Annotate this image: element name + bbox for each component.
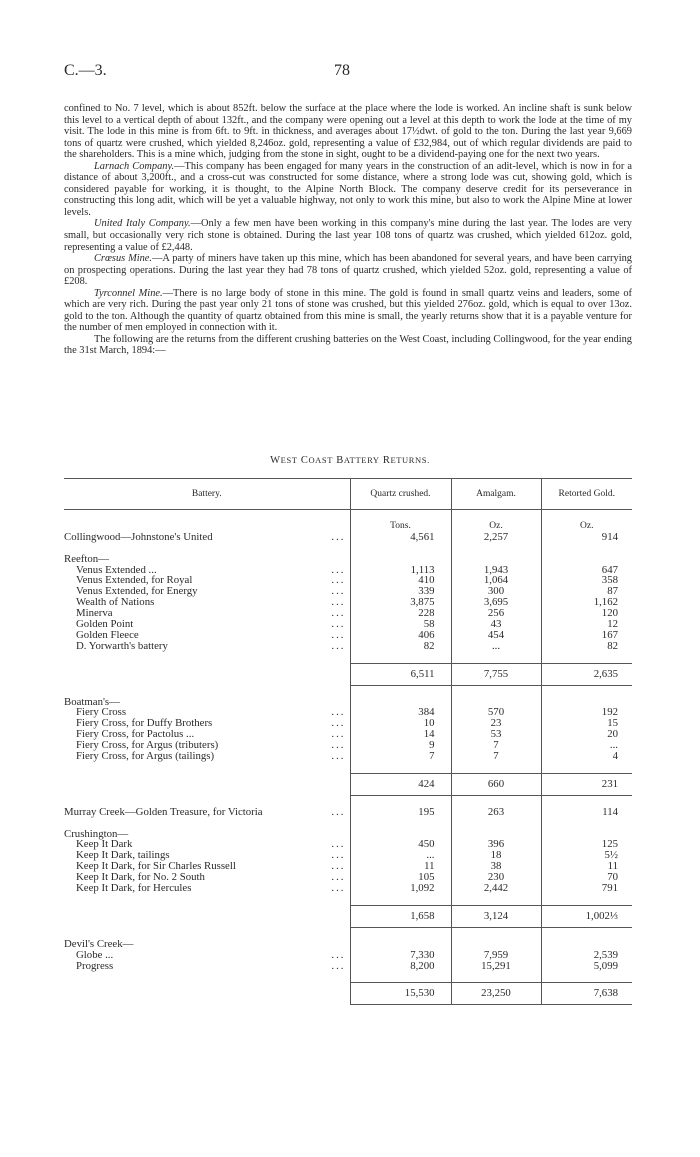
total-quartz: 1,658	[350, 905, 451, 927]
quartz-crushed-value: 450	[350, 839, 451, 850]
spacer-row	[64, 685, 632, 696]
amalgam-value: 7	[451, 740, 541, 751]
leader-dots: ...	[331, 838, 346, 851]
empty-cell	[451, 685, 541, 696]
empty-cell	[541, 543, 632, 554]
paragraph	[64, 218, 632, 253]
empty-cell	[350, 554, 451, 565]
amalgam-value: 2,442	[451, 883, 541, 894]
total-retorted: 231	[541, 773, 632, 795]
empty-cell	[350, 795, 451, 806]
title-part: B	[336, 455, 344, 466]
paragraph-heading: United Italy Company.	[94, 218, 191, 230]
amalgam-value: 263	[451, 807, 541, 818]
retorted-gold-value: 125	[541, 839, 632, 850]
quartz-crushed-value: 7,330	[350, 950, 451, 961]
battery-name-cell	[64, 961, 350, 972]
title-part: OAST	[308, 455, 334, 465]
title-part: EST	[280, 455, 298, 465]
quartz-crushed-value: 105	[350, 872, 451, 883]
empty-cell	[541, 652, 632, 663]
retorted-gold-value: 87	[541, 586, 632, 597]
total-quartz: 15,530	[350, 983, 451, 1005]
amalgam-value: 1,943	[451, 565, 541, 576]
quartz-crushed-value: 9	[350, 740, 451, 751]
battery-name: Keep It Dark	[76, 838, 133, 851]
empty-cell	[541, 894, 632, 905]
battery-name: Venus Extended, for Royal	[76, 574, 193, 587]
empty-cell	[451, 927, 541, 938]
title-part: R	[382, 455, 391, 466]
empty-cell	[451, 543, 541, 554]
amalgam-value: 3,695	[451, 597, 541, 608]
empty-cell	[64, 894, 350, 905]
battery-name: Minerva	[76, 607, 113, 620]
quartz-crushed-value: 195	[350, 807, 451, 818]
total-row	[64, 663, 632, 685]
empty-cell	[541, 971, 632, 982]
quartz-crushed-value: 8,200	[350, 961, 451, 972]
amalgam-value: 43	[451, 619, 541, 630]
retorted-gold-value: 11	[541, 861, 632, 872]
empty-cell	[350, 652, 451, 663]
spacer-row	[64, 762, 632, 773]
leader-dots: ...	[331, 959, 346, 972]
empty-cell	[541, 818, 632, 829]
empty-cell	[350, 971, 451, 982]
empty-cell	[350, 697, 451, 708]
paragraph	[64, 161, 632, 219]
amalgam-value: 7	[451, 751, 541, 762]
empty-cell	[350, 510, 451, 521]
group-heading: Devil's Creek—	[64, 937, 134, 950]
total-row	[64, 983, 632, 1005]
empty-cell	[350, 829, 451, 840]
battery-name-cell	[64, 883, 350, 894]
empty-cell	[350, 543, 451, 554]
leader-dots: ...	[331, 596, 346, 609]
retorted-gold-value: 4	[541, 751, 632, 762]
leader-dots: ...	[331, 563, 346, 576]
quartz-crushed-value: 384	[350, 707, 451, 718]
battery-name: Fiery Cross, for Argus (tailings)	[76, 750, 215, 763]
amalgam-value: 230	[451, 872, 541, 883]
title-part: C	[300, 455, 309, 466]
battery-name: Fiery Cross, for Argus (tributers)	[76, 739, 219, 752]
battery-name: Golden Fleece	[76, 628, 139, 641]
unit-label: Tons.	[350, 521, 451, 532]
amalgam-value: 454	[451, 630, 541, 641]
body-text	[64, 103, 632, 357]
battery-name: Keep It Dark, for No. 2 South	[76, 871, 205, 884]
empty-cell	[350, 894, 451, 905]
quartz-crushed-value: 10	[350, 718, 451, 729]
retorted-gold-value: 5½	[541, 850, 632, 861]
column-header-battery: Battery.	[64, 479, 350, 510]
battery-name: Wealth of Nations	[76, 596, 155, 609]
empty-cell	[451, 818, 541, 829]
table-header-row	[64, 479, 632, 510]
leader-dots: ...	[331, 860, 346, 873]
leader-dots: ...	[331, 639, 346, 652]
table-row	[64, 961, 632, 972]
paragraph	[64, 334, 632, 357]
page-number: 78	[334, 62, 350, 79]
empty-cell	[64, 818, 350, 829]
empty-cell	[451, 894, 541, 905]
quartz-crushed-value: 58	[350, 619, 451, 630]
empty-cell	[350, 818, 451, 829]
group-heading: Reefton—	[64, 552, 109, 565]
amalgam-value: 23	[451, 718, 541, 729]
group-heading-row	[64, 697, 632, 708]
table-row	[64, 807, 632, 818]
table-row	[64, 619, 632, 630]
battery-name: Venus Extended, for Energy	[76, 585, 198, 598]
retorted-gold-value: 791	[541, 883, 632, 894]
empty-cell	[64, 983, 350, 1005]
quartz-crushed-value: 82	[350, 641, 451, 652]
battery-name: Fiery Cross, for Pactolus ...	[76, 728, 195, 741]
total-amalgam: 660	[451, 773, 541, 795]
leader-dots: ...	[331, 948, 346, 961]
retorted-gold-value: 914	[541, 532, 632, 543]
empty-cell	[541, 939, 632, 950]
spacer-row	[64, 927, 632, 938]
leader-dots: ...	[331, 805, 346, 818]
table-title	[0, 455, 700, 466]
title-part: ETURNS.	[390, 455, 430, 465]
empty-cell	[350, 685, 451, 696]
table-row	[64, 751, 632, 762]
leader-dots: ...	[331, 618, 346, 631]
paragraph-text: —This company has been engaged for many years in the construction of an adit-level, which is now in for a distance of about 3,200ft., and a cross-cut was constructed for some distance, where a strong lode was cut, showing gold, which is considered payable for working, it is thought, to the Alpine North Block. The company deserve credit for its perseverance in constructing this long adit, which will be yet a valuable highway, not only to work this mine, but also to work the Alpine Mine at lower levels.	[64, 160, 632, 218]
paragraph-text: —A party of miners have taken up this mine, which has been abandoned for several years, and have been carrying on prospecting operations. During the last year they had 78 tons of quartz crushed, which yielded 52oz. gold, representing a value of £208.	[64, 253, 632, 288]
battery-name: D. Yorwarth's battery	[76, 639, 168, 652]
amalgam-value: 53	[451, 729, 541, 740]
battery-name-wrap	[64, 807, 350, 818]
battery-name: Collingwood—Johnstone's United	[64, 530, 213, 543]
table-row	[64, 641, 632, 652]
battery-name-wrap	[76, 961, 350, 972]
battery-name-wrap	[76, 597, 350, 608]
battery-name: Progress	[76, 959, 114, 972]
empty-cell	[64, 510, 350, 521]
quartz-crushed-value: 3,875	[350, 597, 451, 608]
leader-dots: ...	[331, 585, 346, 598]
paragraph-heading: Crœsus Mine.	[94, 253, 153, 265]
retorted-gold-value: 70	[541, 872, 632, 883]
retorted-gold-value: 1,162	[541, 597, 632, 608]
leader-dots: ...	[331, 628, 346, 641]
retorted-gold-value: 20	[541, 729, 632, 740]
empty-cell	[541, 795, 632, 806]
amalgam-value: 2,257	[451, 532, 541, 543]
leader-dots: ...	[331, 871, 346, 884]
retorted-gold-value: 82	[541, 641, 632, 652]
table-row	[64, 950, 632, 961]
empty-cell	[64, 543, 350, 554]
empty-cell	[451, 971, 541, 982]
paragraph-text: —Only a few men have been working in this company's mine during the last year. The lodes are very small, but occasionally very rich stone is obtained. During the last year 108 tons of quartz was crushed, which yielded 612oz. gold, representing a value of £2,448.	[64, 218, 632, 253]
amalgam-value: 1,064	[451, 575, 541, 586]
battery-name-cell	[64, 807, 350, 818]
empty-cell	[64, 905, 350, 927]
leader-dots: ...	[331, 717, 346, 730]
battery-name-cell	[64, 950, 350, 961]
quartz-crushed-value: 14	[350, 729, 451, 740]
empty-cell	[350, 927, 451, 938]
paragraph-text: confined to No. 7 level, which is about 852ft. below the surface at the place where the lode is worked. An incline shaft is sunk below this level to a vertical depth of about 132ft., and the company were opening out a level at this depth to work the lode at the time of my visit. The lode in this mine is from 6ft. to 9ft. in thickness, and averages about 17½dwt. of gold to the ton. During the last year 9,669 tons of quartz were crushed, which yielded 8,246oz. gold, representing a value of £32,984, out of which regular dividends are paid to the shareholders. This is a mine which, judging from the stone in sight, ought to be a dividend-paying one for the next two years.	[64, 103, 632, 161]
battery-name-wrap	[76, 883, 350, 894]
total-quartz: 6,511	[350, 663, 451, 685]
empty-cell	[451, 652, 541, 663]
amalgam-value: ...	[451, 641, 541, 652]
empty-cell	[451, 762, 541, 773]
group-heading-row	[64, 829, 632, 840]
battery-name-cell	[64, 751, 350, 762]
battery-name-cell	[64, 641, 350, 652]
empty-cell	[541, 829, 632, 840]
retorted-gold-value: 167	[541, 630, 632, 641]
empty-cell	[451, 554, 541, 565]
column-header-quartz: Quartz crushed.	[350, 479, 451, 510]
amalgam-value: 7,959	[451, 950, 541, 961]
report-code: C.—3.	[64, 62, 107, 79]
battery-name: Fiery Cross, for Duffy Brothers	[76, 717, 213, 730]
battery-returns-table	[64, 478, 632, 1005]
quartz-crushed-value: 11	[350, 861, 451, 872]
retorted-gold-value: 15	[541, 718, 632, 729]
quartz-crushed-value: 7	[350, 751, 451, 762]
battery-name: Keep It Dark, for Sir Charles Russell	[76, 860, 236, 873]
amalgam-value: 300	[451, 586, 541, 597]
battery-name: Fiery Cross	[76, 706, 127, 719]
leader-dots: ...	[331, 607, 346, 620]
battery-name-wrap	[64, 532, 350, 543]
leader-dots: ...	[331, 728, 346, 741]
battery-name: Keep It Dark, tailings	[76, 849, 170, 862]
quartz-crushed-value: 410	[350, 575, 451, 586]
battery-name: Murray Creek—Golden Treasure, for Victoria	[64, 805, 263, 818]
empty-cell	[64, 652, 350, 663]
battery-name: Venus Extended ...	[76, 563, 157, 576]
paragraph-heading: Tyrconnel Mine.	[94, 287, 163, 299]
total-retorted: 7,638	[541, 983, 632, 1005]
leader-dots: ...	[331, 574, 346, 587]
empty-cell	[541, 510, 632, 521]
leader-dots: ...	[331, 882, 346, 895]
group-heading-row	[64, 939, 632, 950]
table-row	[64, 883, 632, 894]
retorted-gold-value: 5,099	[541, 961, 632, 972]
retorted-gold-value: 2,539	[541, 950, 632, 961]
retorted-gold-value: 12	[541, 619, 632, 630]
battery-name-wrap	[76, 641, 350, 652]
retorted-gold-value: 114	[541, 807, 632, 818]
amalgam-value: 570	[451, 707, 541, 718]
total-retorted: 1,002⅓	[541, 905, 632, 927]
retorted-gold-value: ...	[541, 740, 632, 751]
battery-name: Golden Point	[76, 618, 134, 631]
amalgam-value: 256	[451, 608, 541, 619]
total-retorted: 2,635	[541, 663, 632, 685]
quartz-crushed-value: 339	[350, 586, 451, 597]
empty-cell	[350, 762, 451, 773]
total-quartz: 424	[350, 773, 451, 795]
empty-cell	[64, 685, 350, 696]
battery-name-cell	[64, 532, 350, 543]
total-amalgam: 23,250	[451, 983, 541, 1005]
leader-dots: ...	[331, 849, 346, 862]
group-heading-row	[64, 554, 632, 565]
retorted-gold-value: 120	[541, 608, 632, 619]
amalgam-value: 396	[451, 839, 541, 850]
paragraph	[64, 253, 632, 288]
total-row	[64, 905, 632, 927]
empty-cell	[541, 762, 632, 773]
spacer-row	[64, 818, 632, 829]
empty-cell	[541, 685, 632, 696]
spacer-row	[64, 543, 632, 554]
retorted-gold-value: 358	[541, 575, 632, 586]
group-heading: Boatman's—	[64, 695, 120, 708]
amalgam-value: 18	[451, 850, 541, 861]
paragraph-heading: Larnach Company.	[94, 160, 175, 172]
leader-dots: ...	[331, 750, 346, 763]
empty-cell	[541, 554, 632, 565]
leader-dots: ...	[331, 530, 346, 543]
retorted-gold-value: 647	[541, 565, 632, 576]
spacer-row	[64, 652, 632, 663]
empty-cell	[64, 773, 350, 795]
column-header-retorted: Retorted Gold.	[541, 479, 632, 510]
title-part: ATTERY	[343, 455, 380, 465]
table-row	[64, 608, 632, 619]
total-amalgam: 3,124	[451, 905, 541, 927]
paragraph-text: The following are the returns from the different crushing batteries on the West Coast, including Collingwood, for the year ending the 31st March, 1894:—	[64, 333, 632, 357]
table-row	[64, 532, 632, 543]
unit-label: Oz.	[451, 521, 541, 532]
total-amalgam: 7,755	[451, 663, 541, 685]
table-row	[64, 597, 632, 608]
empty-cell	[64, 971, 350, 982]
battery-name-wrap	[76, 751, 350, 762]
group-heading: Crushington—	[64, 827, 129, 840]
empty-cell	[541, 927, 632, 938]
quartz-crushed-value: 1,092	[350, 883, 451, 894]
leader-dots: ...	[331, 739, 346, 752]
empty-cell	[451, 510, 541, 521]
spacer-row	[64, 510, 632, 521]
empty-cell	[64, 663, 350, 685]
total-row	[64, 773, 632, 795]
battery-name: Globe ...	[76, 948, 114, 961]
empty-cell	[541, 697, 632, 708]
quartz-crushed-value: 228	[350, 608, 451, 619]
empty-cell	[64, 762, 350, 773]
column-header-amalgam: Amalgam.	[451, 479, 541, 510]
battery-name-wrap	[76, 950, 350, 961]
leader-dots: ...	[331, 706, 346, 719]
paragraph	[64, 103, 632, 161]
spacer-row	[64, 971, 632, 982]
spacer-row	[64, 894, 632, 905]
amalgam-value: 38	[451, 861, 541, 872]
paragraph-text: —There is no large body of stone in this mine. The gold is found in small quartz veins and leaders, some of which are very rich. During the past year only 21 tons of stone was crushed, but this yielded 276oz. gold, which is equal to over 13oz. gold to the ton. Although the quantity of quartz obtained from this mine is small, the yearly returns show that it is a payable venture for the number of men employed in connection with it.	[64, 287, 632, 334]
quartz-crushed-value: 4,561	[350, 532, 451, 543]
battery-name: Keep It Dark, for Hercules	[76, 882, 192, 895]
amalgam-value: 15,291	[451, 961, 541, 972]
empty-cell	[350, 939, 451, 950]
quartz-crushed-value: ...	[350, 850, 451, 861]
quartz-crushed-value: 1,113	[350, 565, 451, 576]
paragraph	[64, 288, 632, 334]
retorted-gold-value: 192	[541, 707, 632, 718]
title-part: W	[270, 455, 281, 466]
quartz-crushed-value: 406	[350, 630, 451, 641]
unit-label: Oz.	[541, 521, 632, 532]
